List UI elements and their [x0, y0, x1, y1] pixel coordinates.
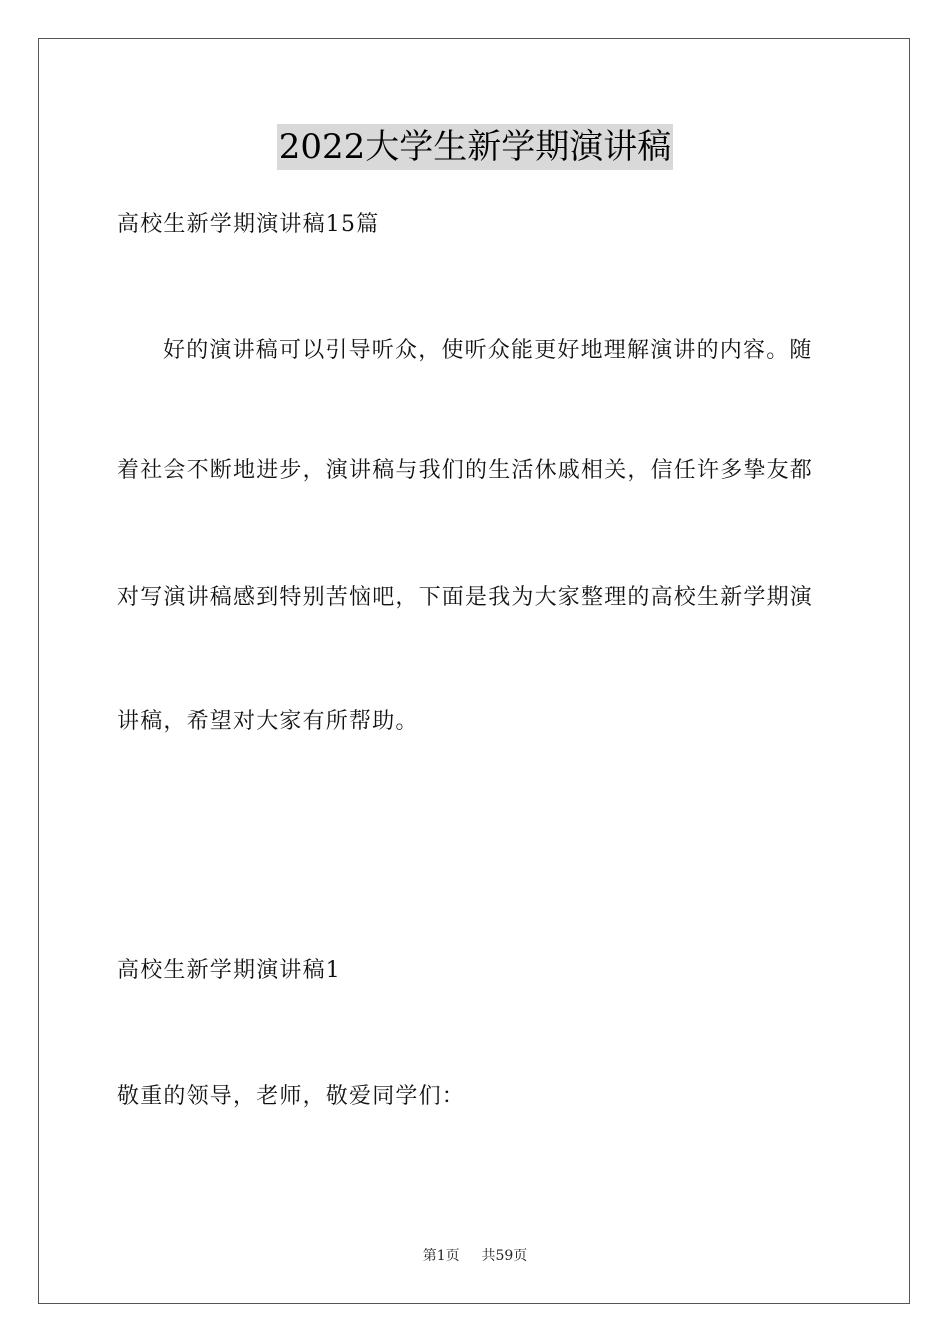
page-footer	[0, 1246, 950, 1266]
page-number: 第1页	[422, 1248, 460, 1264]
page-total: 共59页	[481, 1248, 528, 1264]
intro-line-1: 好的演讲稿可以引导听众，使听众能更好地理解演讲的内容。随	[163, 338, 813, 363]
intro-line-4: 讲稿，希望对大家有所帮助。	[117, 709, 419, 734]
greeting-line: 敬重的领导，老师，敬爱同学们：	[117, 1084, 466, 1109]
title-container	[0, 124, 950, 170]
document-subtitle: 高校生新学期演讲稿15篇	[117, 212, 380, 237]
intro-line-2: 着社会不断地进步，演讲稿与我们的生活休戚相关，信任许多挚友都	[117, 458, 814, 483]
document-title: 2022大学生新学期演讲稿	[277, 124, 674, 170]
intro-line-3: 对写演讲稿感到特别苦恼吧，下面是我为大家整理的高校生新学期演	[117, 585, 814, 610]
section-heading: 高校生新学期演讲稿1	[117, 958, 341, 983]
